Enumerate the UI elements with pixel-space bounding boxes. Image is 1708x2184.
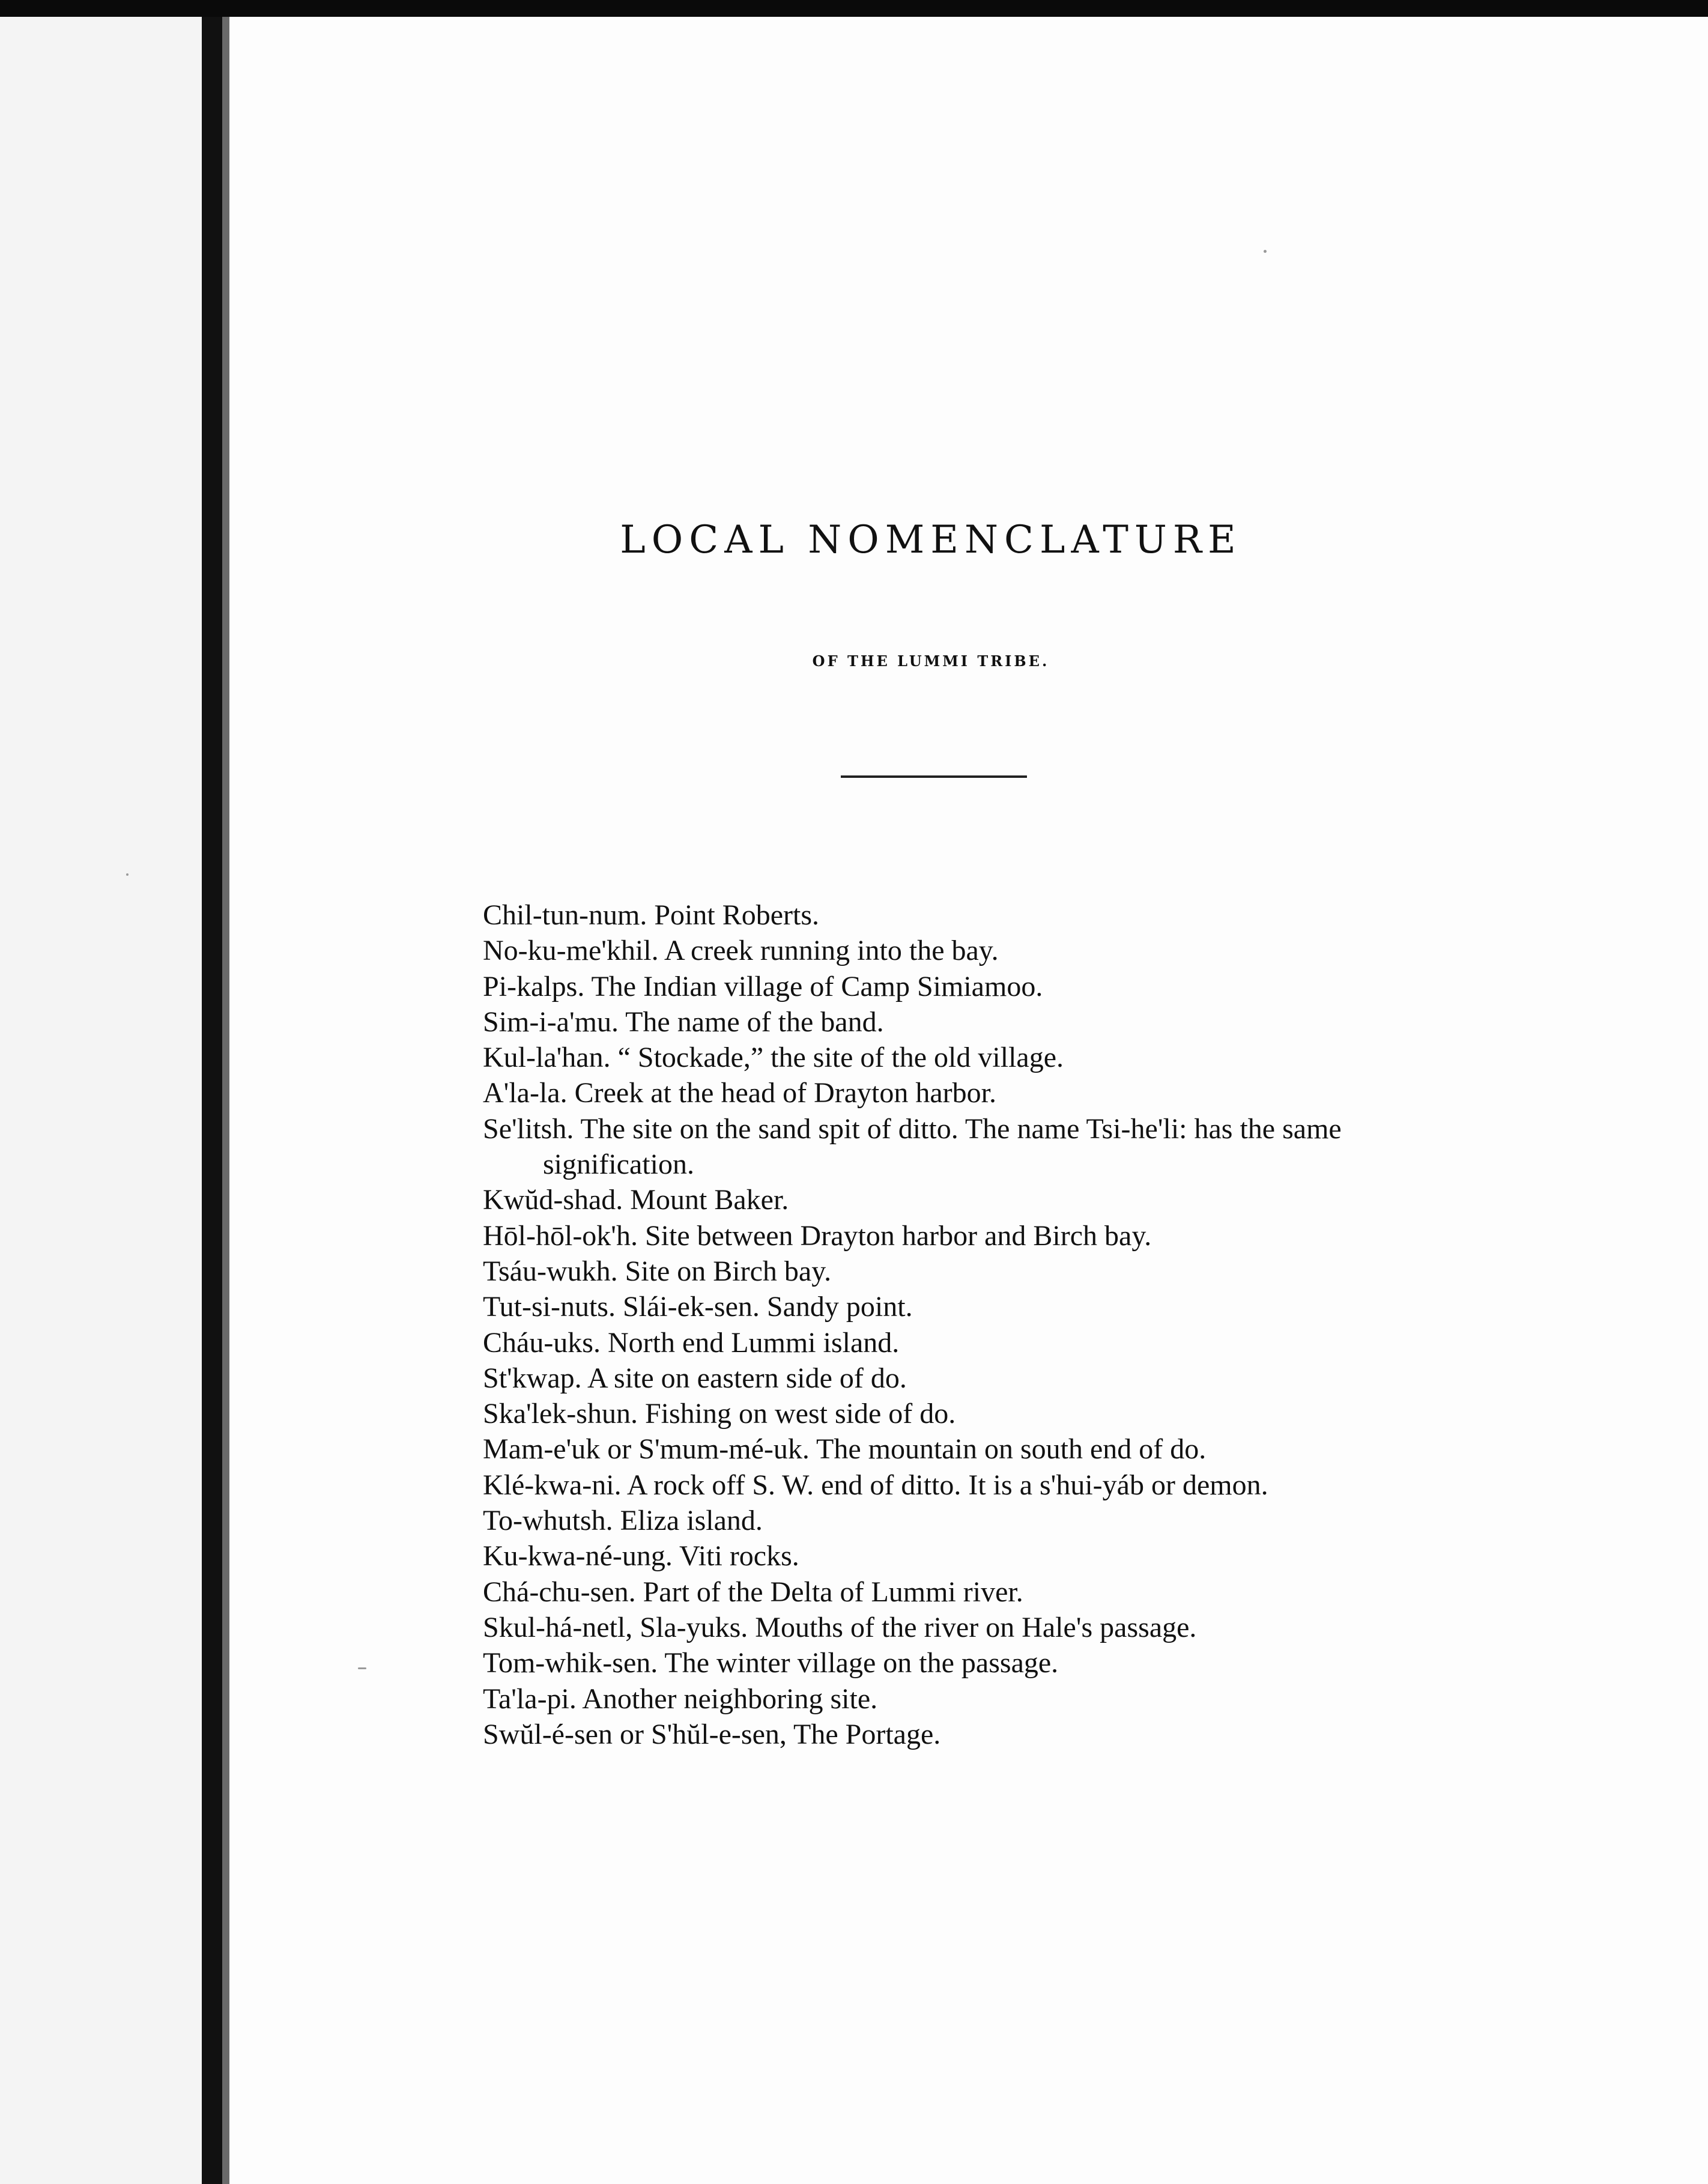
list-item: Ta'la-pi. Another neighboring site. (483, 1682, 878, 1715)
paper-speck (358, 1667, 366, 1669)
list-item: Kwŭd-shad. Mount Baker. (483, 1184, 789, 1216)
list-item: St'kwap. A site on eastern side of do. (483, 1362, 907, 1394)
paper-speck (1264, 250, 1267, 253)
paper-speck (126, 873, 129, 876)
list-item: Swŭl-é-sen or S'hŭl-e-sen, The Portage. (483, 1718, 941, 1750)
book-gutter (202, 17, 222, 2184)
list-item: Hōl-hōl-ok'h. Site between Drayton harbor and Birch bay. (483, 1219, 1152, 1252)
list-item: Sim-i-a'mu. The name of the band. (483, 1006, 884, 1038)
list-item: Chá-chu-sen. Part of the Delta of Lummi river. (483, 1576, 1023, 1608)
scan-top-border (0, 0, 1708, 17)
book-gutter-shadow (222, 17, 229, 2184)
list-item: Tsáu-wukh. Site on Birch bay. (483, 1255, 832, 1287)
list-item: To-whutsh. Eliza island. (483, 1505, 763, 1537)
list-item: Mam-e'uk or S'mum-mé-uk. The mountain on south end of do. (483, 1433, 1207, 1466)
title-divider (841, 775, 1027, 778)
list-item: Chil-tun-num. Point Roberts. (483, 899, 820, 931)
list-item: Cháu-uks. North end Lummi island. (483, 1326, 900, 1359)
list-item: Kul-la'han. “ Stockade,” the site of the old village. (483, 1042, 1064, 1074)
list-item: Ku-kwa-né-ung. Viti rocks. (483, 1540, 799, 1573)
page-subtitle: OF THE LUMMI TRIBE. (812, 652, 1050, 670)
list-item: Tut-si-nuts. Slái-ek-sen. Sandy point. (483, 1291, 913, 1323)
left-facing-page (0, 17, 204, 2184)
list-item: Klé-kwa-ni. A rock off S. W. end of ditto. It is a s'hui-yáb or demon. (483, 1469, 1268, 1501)
list-item: No-ku-me'khil. A creek running into the bay. (483, 935, 999, 967)
entry-list (483, 897, 1384, 1752)
list-item: Tom-whik-sen. The winter village on the passage. (483, 1647, 1059, 1679)
list-item: Skul-há-netl, Sla-yuks. Mouths of the river on Hale's passage. (483, 1611, 1197, 1643)
list-item: Pi-kalps. The Indian village of Camp Simiamoo. (483, 970, 1043, 1003)
list-item: Se'litsh. The site on the sand spit of ditto. The name Tsi-he'li: has the same signification. (483, 1112, 1342, 1181)
page-title: LOCAL NOMENCLATURE (620, 518, 1242, 562)
list-item: A'la-la. Creek at the head of Drayton harbor. (483, 1077, 996, 1109)
list-item: Ska'lek-shun. Fishing on west side of do. (483, 1398, 956, 1430)
